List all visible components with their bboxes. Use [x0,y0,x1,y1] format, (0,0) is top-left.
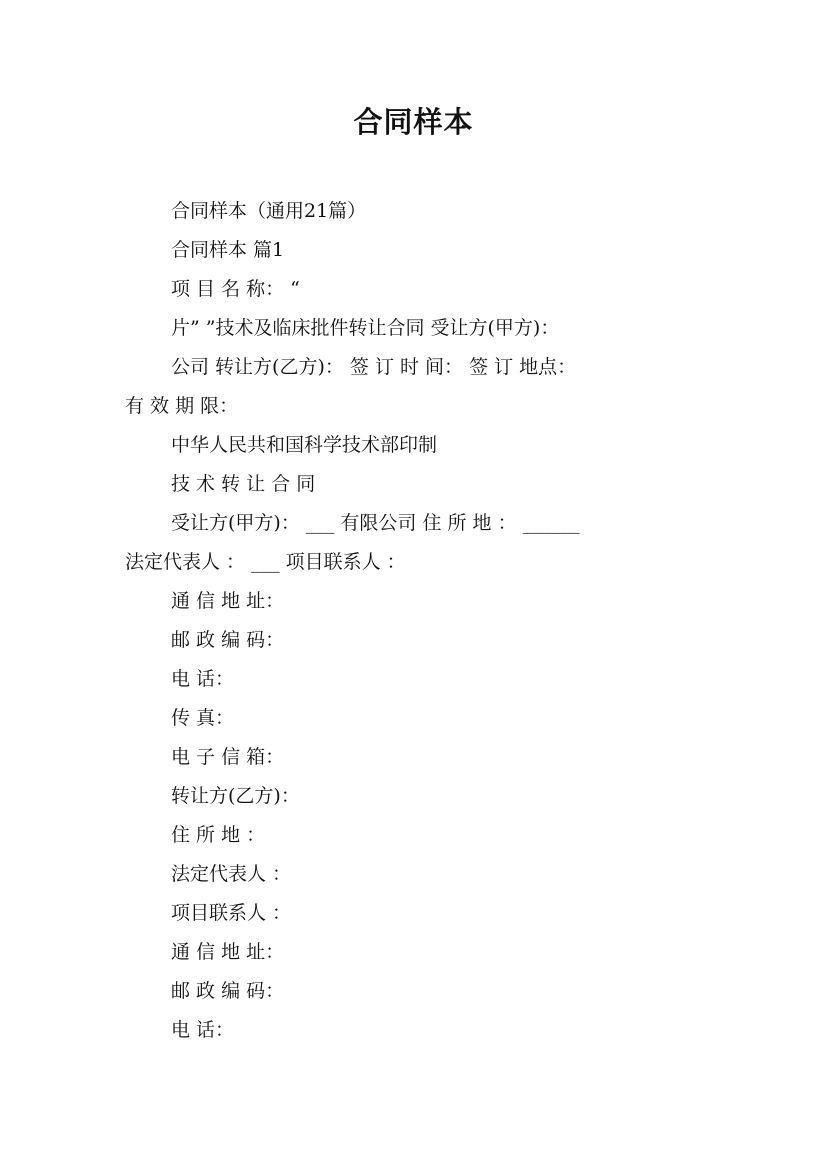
doc-line-party-a-email: 电 子 信 箱： [171,746,285,768]
doc-line-section-heading: 合同样本 篇1 [171,239,285,261]
doc-line-party-b-representative: 法定代表人 ： [171,863,292,885]
doc-line-party-b-postcode: 邮 政 编 码： [171,980,285,1002]
doc-line-party-b: 转让方(乙方)： [171,785,300,807]
doc-line-party-a-postcode: 邮 政 编 码： [171,629,285,651]
doc-line-party-b-address: 通 信 地 址： [171,941,285,963]
doc-line-project-name: 项 目 名 称： “ [171,278,300,300]
doc-line-signing-info: 公司 转让方(乙方)： 签 订 时 间： 签 订 地点： [171,356,577,378]
doc-line-issuer: 中华人民共和国科学技术部印制 [171,434,438,456]
doc-line-party-a-representative: 法定代表人 ： ___ 项目联系人 ： [125,551,406,573]
doc-line-contract-heading: 技 术 转 让 合 同 [171,473,316,495]
doc-line-party-a: 受让方(甲方)： ___ 有限公司 住 所 地 ： ______ [171,512,580,534]
doc-line-party-a-phone: 电 话： [171,668,235,690]
doc-line-party-a-address: 通 信 地 址： [171,590,285,612]
doc-line-party-a-fax: 传 真： [171,707,235,729]
doc-line-subtitle: 合同样本（通用21篇） [171,200,367,222]
doc-line-party-b-phone: 电 话： [171,1019,235,1041]
document-title: 合同样本 [353,105,474,139]
doc-line-validity: 有 效 期 限： [125,395,239,417]
doc-line-contract-name: 片” ”技术及临床批件转让合同 受让方(甲方)： [171,317,560,339]
doc-line-party-b-contact: 项目联系人 ： [171,902,292,924]
doc-line-party-b-domicile: 住 所 地 ： [171,824,266,846]
